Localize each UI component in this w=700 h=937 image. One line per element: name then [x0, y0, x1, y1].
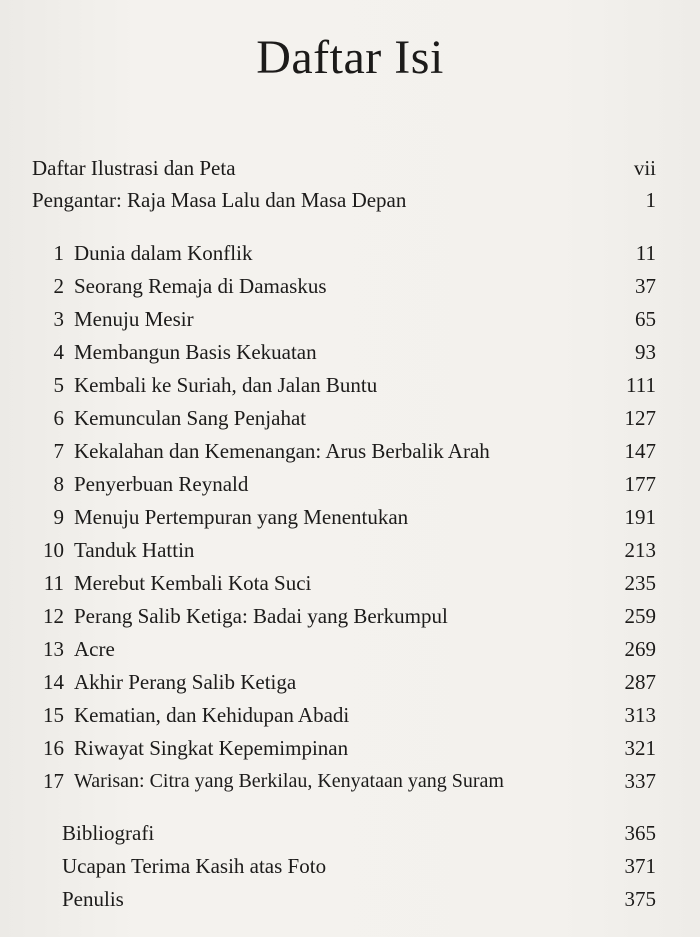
- chapter-number: 8: [53, 472, 64, 496]
- chapter-page: 313: [624, 703, 656, 727]
- chapter-number: 16: [43, 736, 64, 760]
- chapter-page: 177: [624, 472, 656, 496]
- chapter-title: Kemunculan Sang Penjahat: [74, 406, 307, 430]
- chapter-number: 13: [43, 637, 64, 661]
- toc-chapter-entry: [0, 667, 700, 697]
- chapter-number: 11: [43, 571, 64, 595]
- chapter-title: Menuju Mesir: [74, 307, 194, 331]
- toc-chapter-entry: [0, 238, 700, 268]
- chapter-title: Acre: [74, 637, 115, 661]
- chapter-title: Tanduk Hattin: [74, 538, 195, 562]
- chapter-title: Riwayat Singkat Kepemimpinan: [74, 736, 349, 760]
- chapter-page: 321: [624, 736, 656, 760]
- entry-label: Bibliografi: [62, 821, 155, 845]
- chapter-number: 15: [43, 703, 64, 727]
- chapter-number: 17: [43, 769, 64, 793]
- chapter-number: 7: [53, 439, 64, 463]
- chapter-title: Seorang Remaja di Damaskus: [74, 274, 327, 298]
- toc-chapter-entry: [0, 304, 700, 334]
- toc-chapter-entry: [0, 469, 700, 499]
- chapter-page: 37: [635, 274, 656, 298]
- entry-page: 371: [624, 854, 656, 878]
- chapter-page: 11: [635, 241, 656, 265]
- chapter-number: 3: [53, 307, 64, 331]
- chapter-title: Penyerbuan Reynald: [74, 472, 249, 496]
- chapter-page: 111: [626, 373, 656, 397]
- entry-page: vii: [633, 156, 656, 180]
- toc-chapter-entry: [0, 733, 700, 763]
- toc-chapter-entry: [0, 766, 700, 796]
- chapter-page: 65: [635, 307, 656, 331]
- toc-chapter-entry: [0, 271, 700, 301]
- chapter-title: Kembali ke Suriah, dan Jalan Buntu: [74, 373, 378, 397]
- chapter-title: Warisan: Citra yang Berkilau, Kenyataan yang Suram: [74, 770, 504, 792]
- chapter-number: 6: [53, 406, 64, 430]
- chapter-title: Membangun Basis Kekuatan: [74, 340, 317, 364]
- toc-back-entry: [0, 818, 700, 848]
- entry-label: Daftar Ilustrasi dan Peta: [32, 156, 236, 180]
- chapter-number: 9: [53, 505, 64, 529]
- chapter-page: 337: [624, 769, 656, 793]
- chapter-title: Akhir Perang Salib Ketiga: [74, 670, 297, 694]
- chapter-number: 10: [43, 538, 64, 562]
- toc-chapter-entry: [0, 502, 700, 532]
- chapter-page: 235: [624, 571, 656, 595]
- chapter-title: Menuju Pertempuran yang Menentukan: [74, 505, 409, 529]
- chapter-page: 287: [624, 670, 656, 694]
- toc-chapter-entry: [0, 403, 700, 433]
- chapter-page: 213: [624, 538, 656, 562]
- toc-back-entry: [0, 851, 700, 881]
- chapter-title: Perang Salib Ketiga: Badai yang Berkumpul: [74, 604, 448, 628]
- chapter-number: 5: [53, 373, 64, 397]
- toc-front-entry: [0, 185, 700, 215]
- toc-chapter-entry: [0, 601, 700, 631]
- toc-chapter-entry: [0, 700, 700, 730]
- toc-chapter-entry: [0, 370, 700, 400]
- entry-page: 365: [624, 821, 656, 845]
- chapter-page: 259: [624, 604, 656, 628]
- chapter-number: 12: [43, 604, 64, 628]
- chapter-page: 191: [624, 505, 656, 529]
- toc-front-entry: [0, 153, 700, 183]
- toc-chapter-entry: [0, 436, 700, 466]
- chapter-page: 269: [624, 637, 656, 661]
- chapter-title: Kekalahan dan Kemenangan: Arus Berbalik Arah: [74, 439, 490, 463]
- chapter-title: Dunia dalam Konflik: [74, 241, 253, 265]
- page-title: Daftar Isi: [256, 31, 444, 84]
- entry-label: Penulis: [62, 887, 124, 911]
- chapter-number: 4: [53, 340, 64, 364]
- chapter-title: Kematian, dan Kehidupan Abadi: [74, 703, 350, 727]
- toc-chapter-entry: [0, 337, 700, 367]
- toc-chapter-entry: [0, 634, 700, 664]
- entry-page: 1: [645, 188, 656, 212]
- chapter-number: 1: [53, 241, 64, 265]
- toc-back-entry: [0, 884, 700, 914]
- toc-chapter-entry: [0, 568, 700, 598]
- toc-chapter-entry: [0, 535, 700, 565]
- entry-page: 375: [624, 887, 656, 911]
- chapter-page: 147: [624, 439, 656, 463]
- chapter-page: 93: [635, 340, 656, 364]
- entry-label: Ucapan Terima Kasih atas Foto: [62, 854, 327, 878]
- chapter-number: 14: [43, 670, 64, 694]
- chapter-page: 127: [624, 406, 656, 430]
- chapter-title: Merebut Kembali Kota Suci: [74, 571, 312, 595]
- entry-label: Pengantar: Raja Masa Lalu dan Masa Depan: [32, 188, 407, 212]
- chapter-number: 2: [53, 274, 64, 298]
